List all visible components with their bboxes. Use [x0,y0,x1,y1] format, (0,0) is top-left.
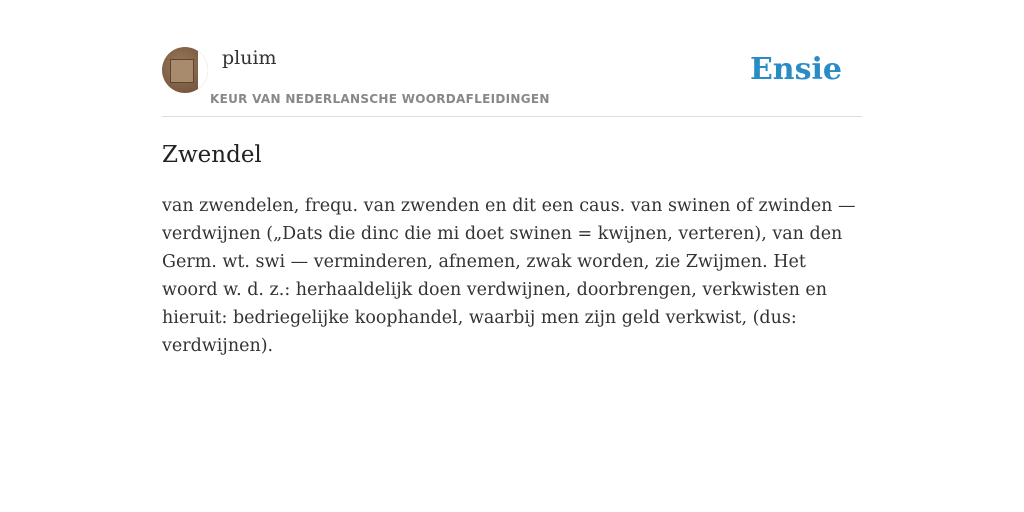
page-title: Zwendel [162,142,262,168]
definition-text: van zwendelen, frequ. van zwenden en dit een caus. van swinen of zwinden — verdwijnen („Dats die dinc die mi doet swinen = kwijnen, verteren), van den Germ. wt. swi — verminderen, afnemen, zwak worden, zie Zwijmen. Het woord w. d. z.: herhaaldelijk doen verdwijnen, doorbrengen, verkwisten en hieruit: bedriegelijke koophandel, waarbij men zijn geld verkwist, (dus: verdwijnen). [162,196,856,356]
avatar-edge [198,47,208,93]
avatar[interactable] [162,47,208,93]
avatar-image [170,59,194,83]
username-link[interactable]: pluim [222,47,277,69]
header [162,0,862,117]
source-label[interactable]: KEUR VAN NEDERLANSCHE WOORDAFLEIDINGEN [210,92,550,106]
brand-logo[interactable]: Ensie [749,52,842,87]
